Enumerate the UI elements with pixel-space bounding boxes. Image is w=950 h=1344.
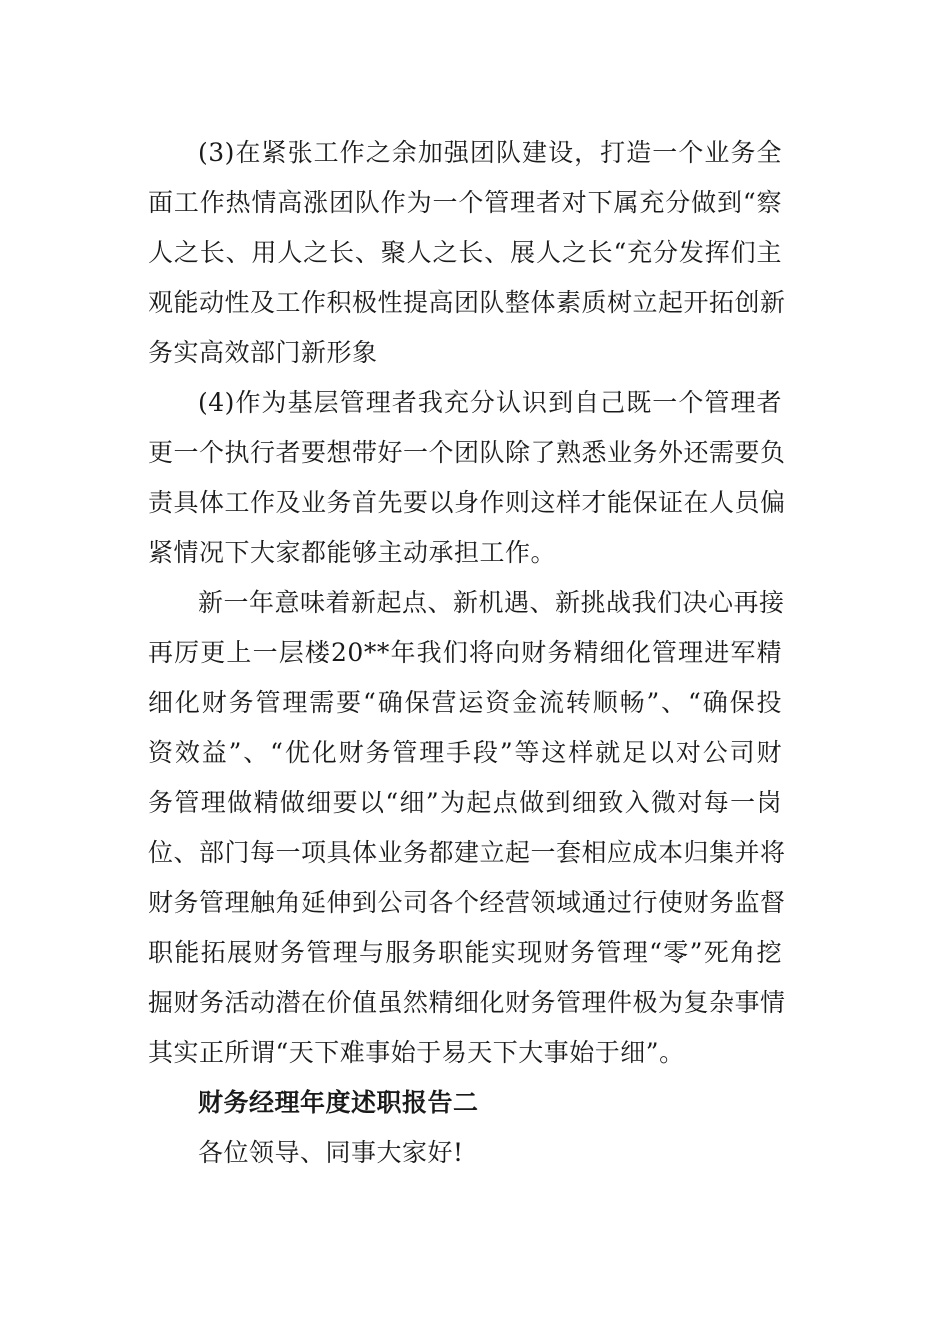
text-line: 紧情况下大家都能够主动承担工作。	[148, 538, 557, 567]
text-line: 掘财务活动潜在价值虽然精细化财务管理件极为复杂事情	[148, 988, 786, 1017]
text-line: 新一年意味着新起点、新机遇、新挑战我们决心再接	[198, 588, 785, 617]
text-line: (3)在紧张工作之余加强团队建设，打造一个业务全	[198, 138, 782, 167]
greeting-line: 各位领导、同事大家好!	[198, 1138, 464, 1167]
text-line: (4)作为基层管理者我充分认识到自己既一个管理者	[198, 388, 782, 417]
text-line: 细化财务管理需要“确保营运资金流转顺畅”、“确保投	[148, 688, 782, 717]
text-line: 务实高效部门新形象	[148, 338, 378, 367]
text-line: 面工作热情高涨团队作为一个管理者对下属充分做到“察	[148, 188, 782, 217]
text-line: 务管理做精做细要以“细”为起点做到细致入微对每一岗	[148, 788, 782, 817]
text-line: 其实正所谓“天下难事始于易天下大事始于细”。	[148, 1038, 685, 1067]
text-line: 人之长、用人之长、聚人之长、展人之长“充分发挥们主	[148, 238, 782, 267]
text-line: 责具体工作及业务首先要以身作则这样才能保证在人员偏	[148, 488, 786, 517]
text-line: 财务管理触角延伸到公司各个经营领域通过行使财务监督	[148, 888, 786, 917]
text-line: 再厉更上一层楼20**年我们将向财务精细化管理进军精	[148, 638, 782, 667]
text-line: 观能动性及工作积极性提高团队整体素质树立起开拓创新	[148, 288, 786, 317]
section-title: 财务经理年度述职报告二	[198, 1088, 479, 1117]
text-line: 更一个执行者要想带好一个团队除了熟悉业务外还需要负	[148, 438, 786, 467]
text-line: 职能拓展财务管理与服务职能实现财务管理“零”死角挖	[148, 938, 782, 967]
text-line: 资效益”、“优化财务管理手段”等这样就足以对公司财	[148, 738, 782, 767]
text-line: 位、部门每一项具体业务都建立起一套相应成本归集并将	[148, 838, 786, 867]
